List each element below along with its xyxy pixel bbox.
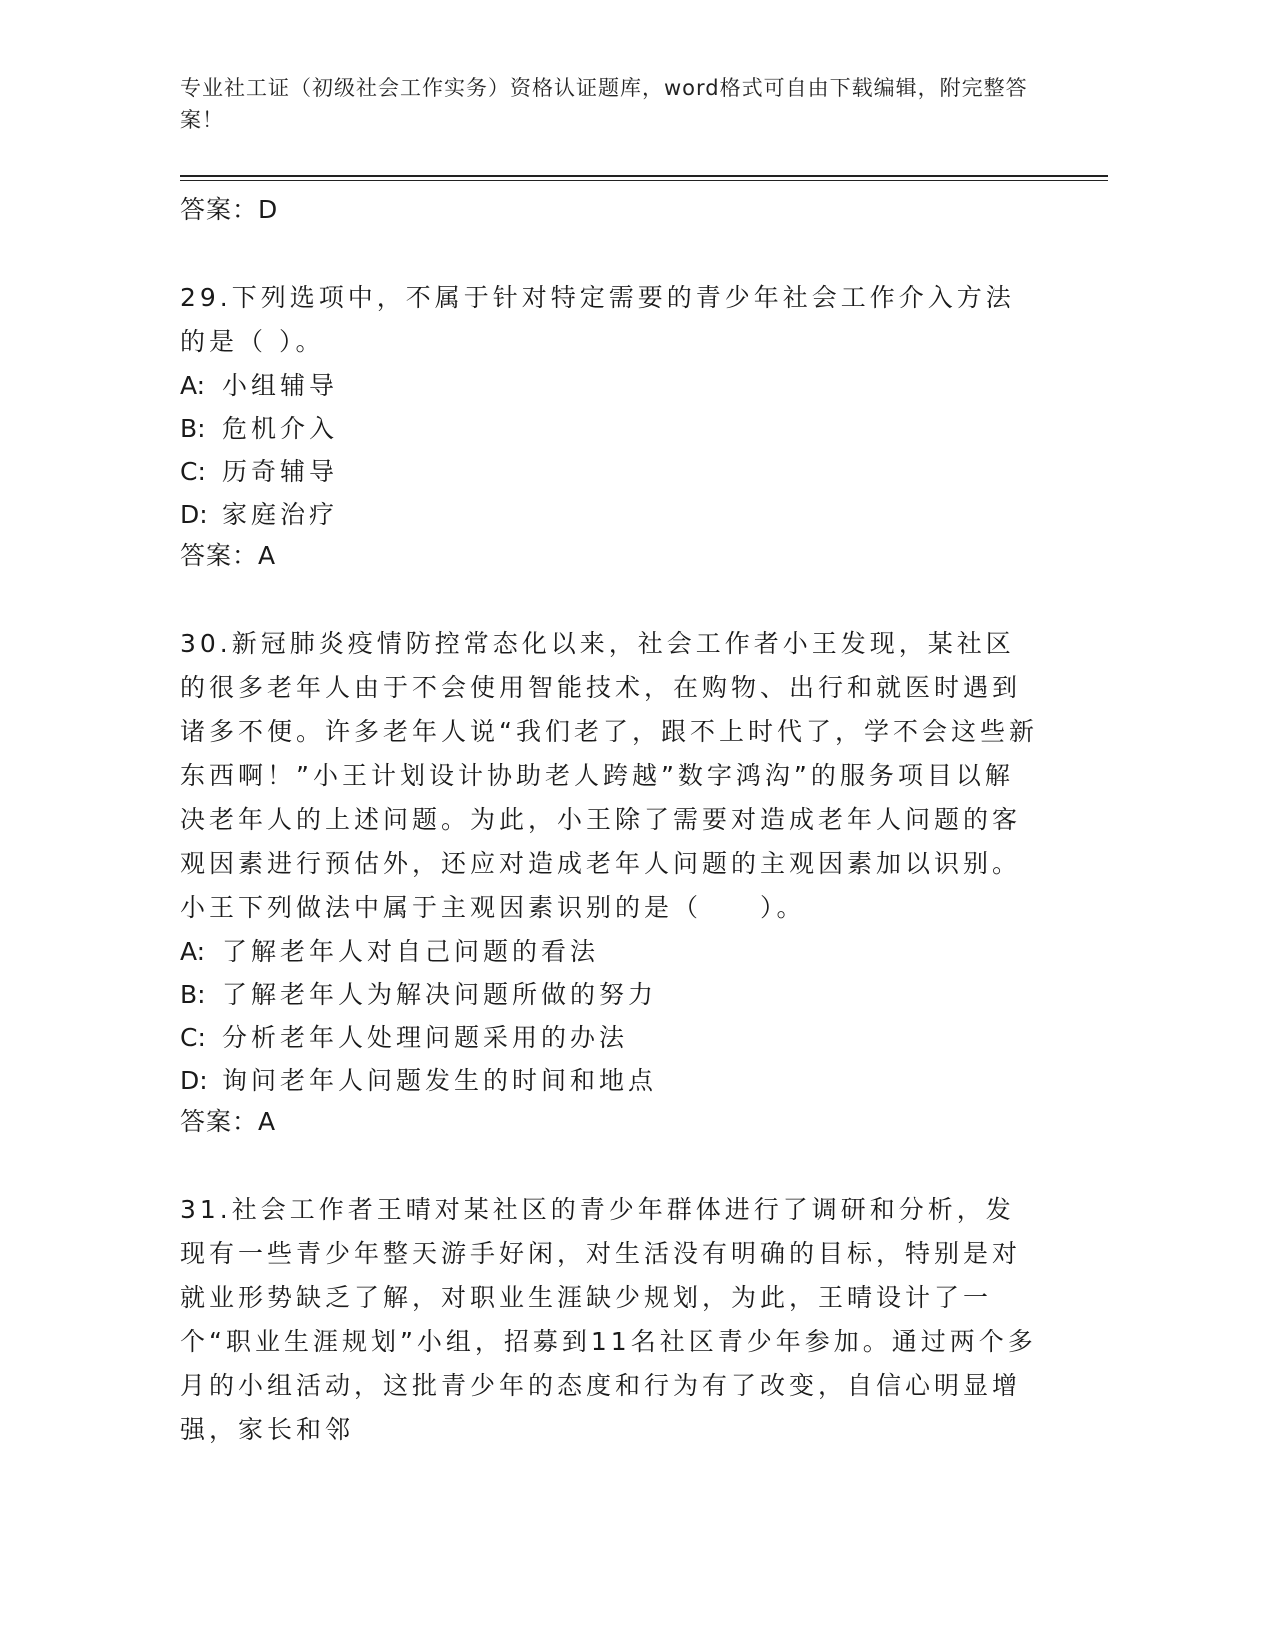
option-d [180, 493, 1040, 536]
option-text: 小组辅导 [222, 371, 339, 400]
option-key: A: [180, 371, 206, 400]
option-text: 家庭治疗 [222, 500, 339, 529]
option-key: D: [180, 500, 208, 529]
option-c [180, 1016, 1040, 1059]
option-key: C: [180, 1023, 206, 1052]
header-rule-thin [180, 180, 1108, 181]
option-b [180, 407, 1040, 450]
answer-line: 答案：A [180, 541, 277, 570]
question-30 [180, 622, 1040, 1142]
option-text: 了解老年人为解决问题所做的努力 [222, 980, 658, 1009]
option-text: 询问老年人问题发生的时间和地点 [222, 1066, 658, 1095]
question-text: 30.新冠肺炎疫情防控常态化以来，社会工作者小王发现，某社区的很多老年人由于不会使用智能技术，在购物、出行和就医时遇到诸多不便。许多老年人说“我们老了，跟不上时代了，学不会这些新东西啊！”小王计划设计协助老人跨越”数字鸿沟”的服务项目以解决老年人的上述问题。为此，小王除了需要对造成老年人问题的客观因素进行预估外，还应对造成老年人问题的主观因素加以识别。小王下列做法中属于主观因素识别的是（ ）。 [180, 629, 1038, 922]
question-29 [180, 276, 1040, 576]
header-rule-thick [180, 175, 1108, 177]
option-a [180, 364, 1040, 407]
answer-line-q28: 答案：D [180, 195, 279, 224]
document-body [180, 190, 1040, 1452]
option-text: 危机介入 [222, 414, 339, 443]
option-key: B: [180, 980, 206, 1009]
question-text: 29.下列选项中，不属于针对特定需要的青少年社会工作介入方法的是（ ）。 [180, 283, 1015, 356]
question-text: 31.社会工作者王晴对某社区的青少年群体进行了调研和分析，发现有一些青少年整天游手好闲，对生活没有明确的目标，特别是对就业形势缺乏了解，对职业生涯缺少规划，为此，王晴设计了一个“职业生涯规划”小组，招募到11名社区青少年参加。通过两个多月的小组活动，这批青少年的态度和行为有了改变，自信心明显增强，家长和邻 [180, 1195, 1037, 1444]
option-a [180, 930, 1040, 973]
option-key: C: [180, 457, 206, 486]
option-key: D: [180, 1066, 208, 1095]
question-31 [180, 1188, 1040, 1452]
option-key: B: [180, 414, 206, 443]
option-c [180, 450, 1040, 493]
option-key: A: [180, 937, 206, 966]
option-b [180, 973, 1040, 1016]
option-d [180, 1059, 1040, 1102]
answer-line: 答案：A [180, 1107, 277, 1136]
option-text: 了解老年人对自己问题的看法 [222, 937, 600, 966]
option-text: 分析老年人处理问题采用的办法 [222, 1023, 629, 1052]
page-header: 专业社工证（初级社会工作实务）资格认证题库，word格式可自由下载编辑，附完整答案！ [180, 76, 1028, 132]
option-text: 历奇辅导 [222, 457, 339, 486]
